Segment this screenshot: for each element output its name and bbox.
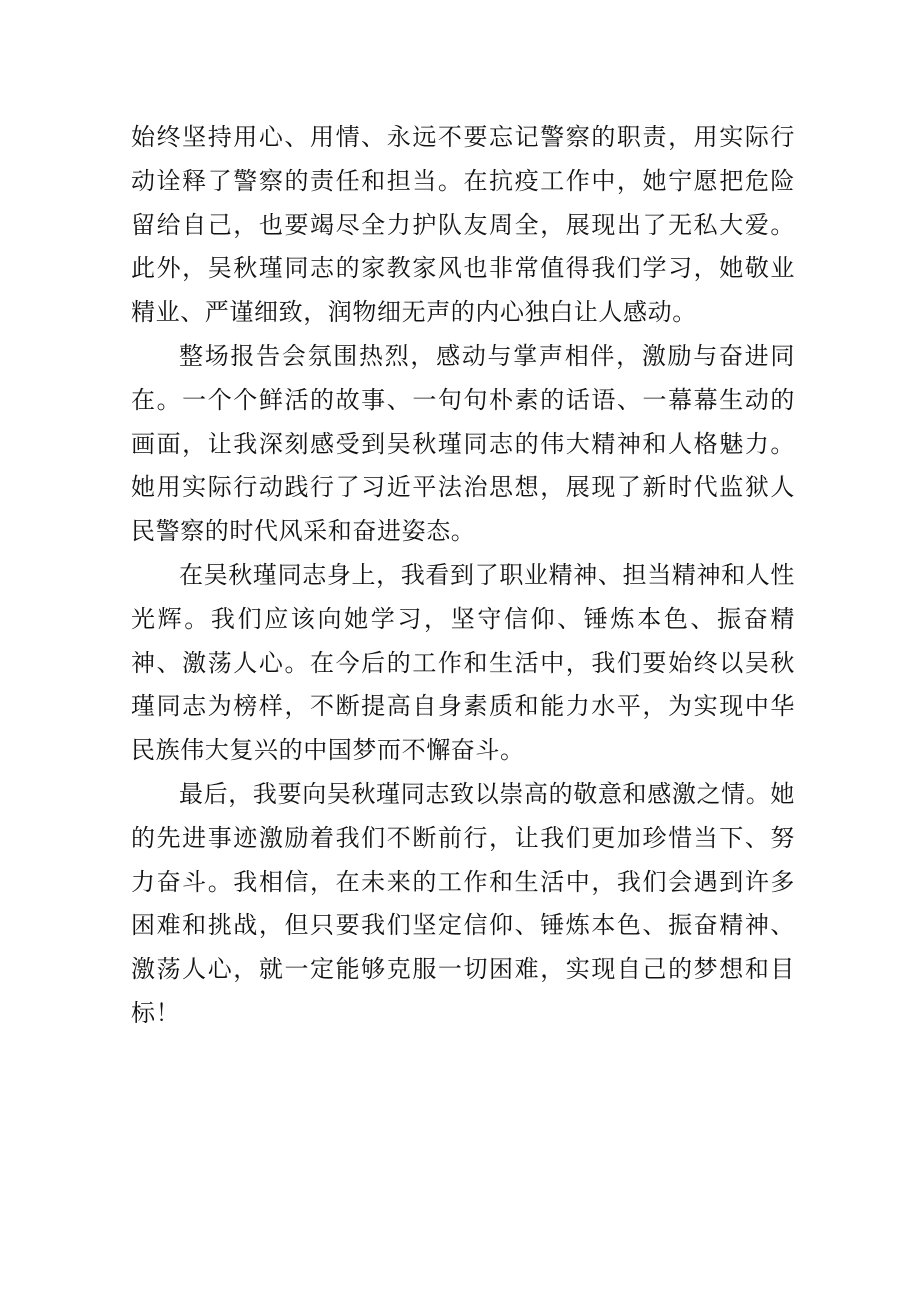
paragraph-4: 最后，我要向吴秋瑾同志致以崇高的敬意和感激之情。她的先进事迹激励着我们不断前行，让我们更加珍惜当下、努力奋斗。我相信，在未来的工作和生活中，我们会遇到许多困难和挑战，但只要我们坚定信仰、锤炼本色、振奋精神、激荡人心，就一定能够克服一切困难，实现自己的梦想和目标！ <box>131 779 795 1027</box>
paragraph-2: 整场报告会氛围热烈，感动与掌声相伴，激励与奋进同在。一个个鲜活的故事、一句句朴素的话语、一幕幕生动的画面，让我深刻感受到吴秋瑾同志的伟大精神和人格魅力。她用实际行动践行了习近平法治思想，展现了新时代监狱人民警察的时代风采和奋进姿态。 <box>131 341 795 546</box>
document-body <box>131 116 795 1036</box>
paragraph-1: 始终坚持用心、用情、永远不要忘记警察的职责，用实际行动诠释了警察的责任和担当。在抗疫工作中，她宁愿把危险留给自己，也要竭尽全力护队友周全，展现出了无私大爱。此外，吴秋瑾同志的家教家风也非常值得我们学习，她敬业精业、严谨细致，润物细无声的内心独白让人感动。 <box>131 123 795 327</box>
paragraph-3: 在吴秋瑾同志身上，我看到了职业精神、担当精神和人性光辉。我们应该向她学习，坚守信仰、锤炼本色、振奋精神、激荡人心。在今后的工作和生活中，我们要始终以吴秋瑾同志为榜样，不断提高自身素质和能力水平，为实现中华民族伟大复兴的中国梦而不懈奋斗。 <box>131 560 795 765</box>
